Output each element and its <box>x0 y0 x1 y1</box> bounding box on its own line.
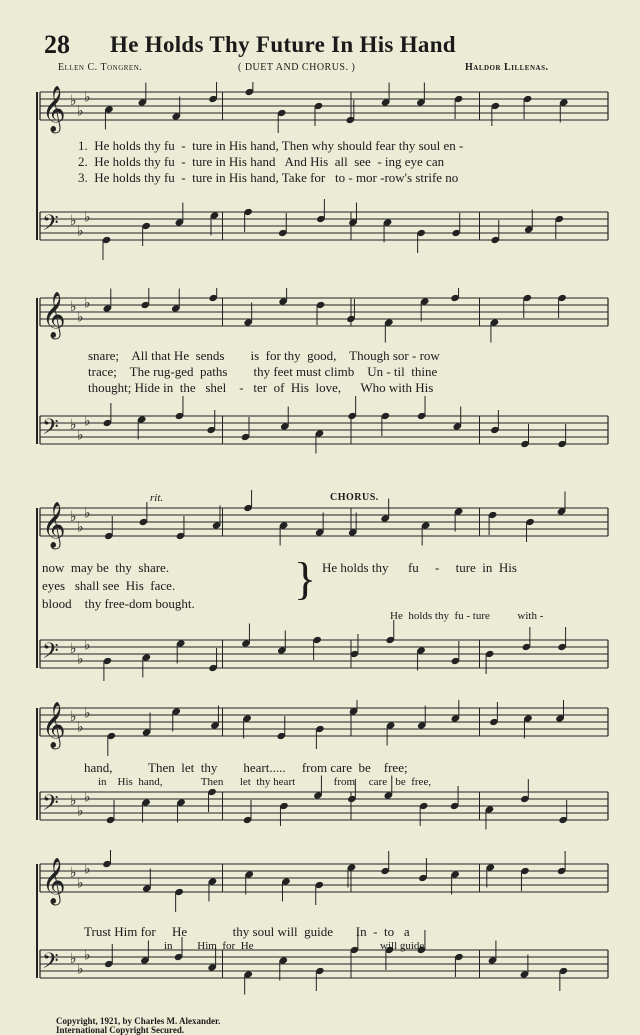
verse-1-line-2: snare; All that He sends is for thy good, Though sor - row <box>88 348 440 363</box>
svg-text:♭: ♭ <box>70 951 77 967</box>
chorus-bass-line-3: in Him for He will guide <box>164 940 425 952</box>
svg-text:𝄞: 𝄞 <box>42 292 66 338</box>
svg-text:♭: ♭ <box>70 641 77 657</box>
svg-text:𝄞: 𝄞 <box>42 86 66 132</box>
verse-1-line-1: 1. He holds thy fu - ture in His hand, Then why should fear thy soul en - <box>78 138 464 153</box>
chorus-bass-line-2: in His hand, Then let thy heart from care be free, <box>98 776 432 788</box>
svg-text:♭: ♭ <box>77 651 84 668</box>
chorus-soprano-line-1: He holds thy fu - ture in His <box>322 560 517 575</box>
svg-text:♭: ♭ <box>70 793 77 809</box>
chorus-bass-line-1: He holds thy fu - ture with - <box>390 610 544 622</box>
copyright-line: Copyright, 1921, by Charles M. Alexander. <box>56 1016 221 1026</box>
svg-text:𝄢: 𝄢 <box>42 211 59 241</box>
svg-text:♭: ♭ <box>84 947 91 964</box>
svg-text:♭: ♭ <box>70 509 77 525</box>
hymn-number: 28 <box>44 30 70 59</box>
svg-text:♭: ♭ <box>84 861 91 878</box>
svg-text:♭: ♭ <box>77 427 84 444</box>
svg-text:𝄢: 𝄢 <box>42 791 59 821</box>
chorus-marking: CHORUS. <box>330 492 379 503</box>
svg-text:♭: ♭ <box>77 519 84 536</box>
system-2 <box>34 288 612 478</box>
svg-text:𝄢: 𝄢 <box>42 949 59 979</box>
svg-text:♭: ♭ <box>84 505 91 522</box>
verse-3-line-2: thought; Hide in the shel - ter of His love, Who with His <box>88 380 434 395</box>
svg-text:♭: ♭ <box>77 103 84 120</box>
title-row <box>44 30 624 62</box>
svg-text:♭: ♭ <box>77 803 84 820</box>
hymn-author: Ellen C. Tongren. <box>58 62 143 73</box>
verse-brace: } <box>294 553 317 604</box>
system-3 <box>34 490 612 700</box>
hymn-composer: Haldor Lillenas. <box>465 62 549 73</box>
svg-text:♭: ♭ <box>84 295 91 312</box>
hymn-title: He Holds Thy Future In His Hand <box>110 32 456 57</box>
system-4 <box>34 700 612 860</box>
staff-notation <box>34 490 612 700</box>
svg-text:𝄞: 𝄞 <box>42 702 66 748</box>
verse-2-line-1: 2. He holds thy fu - ture in His hand And His all see - ing eye can <box>78 154 445 169</box>
svg-text:♭: ♭ <box>84 705 91 722</box>
international-copyright-line: International Copyright Secured. <box>56 1025 185 1035</box>
svg-text:♭: ♭ <box>70 865 77 881</box>
svg-text:♭: ♭ <box>77 719 84 736</box>
svg-text:𝄞: 𝄞 <box>42 858 66 904</box>
svg-text:♭: ♭ <box>84 637 91 654</box>
svg-text:♭: ♭ <box>77 875 84 892</box>
svg-text:♭: ♭ <box>77 961 84 978</box>
svg-text:♭: ♭ <box>84 413 91 430</box>
svg-text:♭: ♭ <box>70 213 77 229</box>
svg-text:♭: ♭ <box>70 709 77 725</box>
chorus-soprano-line-3: Trust Him for He thy soul will guide In - to a <box>84 924 410 939</box>
verse-3-line-1: 3. He holds thy fu - ture in His hand, Take for to - mor -row's strife no <box>78 170 459 185</box>
system-5 <box>34 850 612 1010</box>
svg-text:♭: ♭ <box>84 209 91 226</box>
verse-2-line-2: trace; The rug-ged paths thy feet must climb Un - til thine <box>88 364 438 379</box>
svg-text:𝄢: 𝄢 <box>42 639 59 669</box>
verse-2-line-3: eyes shall see His face. <box>42 578 176 593</box>
svg-text:𝄢: 𝄢 <box>42 415 59 445</box>
verse-3-line-3: blood thy free-dom bought. <box>42 596 195 611</box>
svg-text:♭: ♭ <box>70 417 77 433</box>
svg-text:♭: ♭ <box>84 789 91 806</box>
verse-1-line-3: now may be thy share. <box>42 560 170 575</box>
svg-text:♭: ♭ <box>77 223 84 240</box>
rit-marking: rit. <box>150 492 164 504</box>
svg-text:♭: ♭ <box>84 89 91 106</box>
chorus-soprano-line-2: hand, Then let thy heart..... from care be free; <box>84 760 408 775</box>
svg-text:♭: ♭ <box>70 299 77 315</box>
svg-text:𝄞: 𝄞 <box>42 502 66 548</box>
svg-text:♭: ♭ <box>77 309 84 326</box>
svg-text:♭: ♭ <box>70 93 77 109</box>
system-1 <box>34 82 612 272</box>
hymn-subtitle: ( DUET AND CHORUS. ) <box>238 62 356 73</box>
